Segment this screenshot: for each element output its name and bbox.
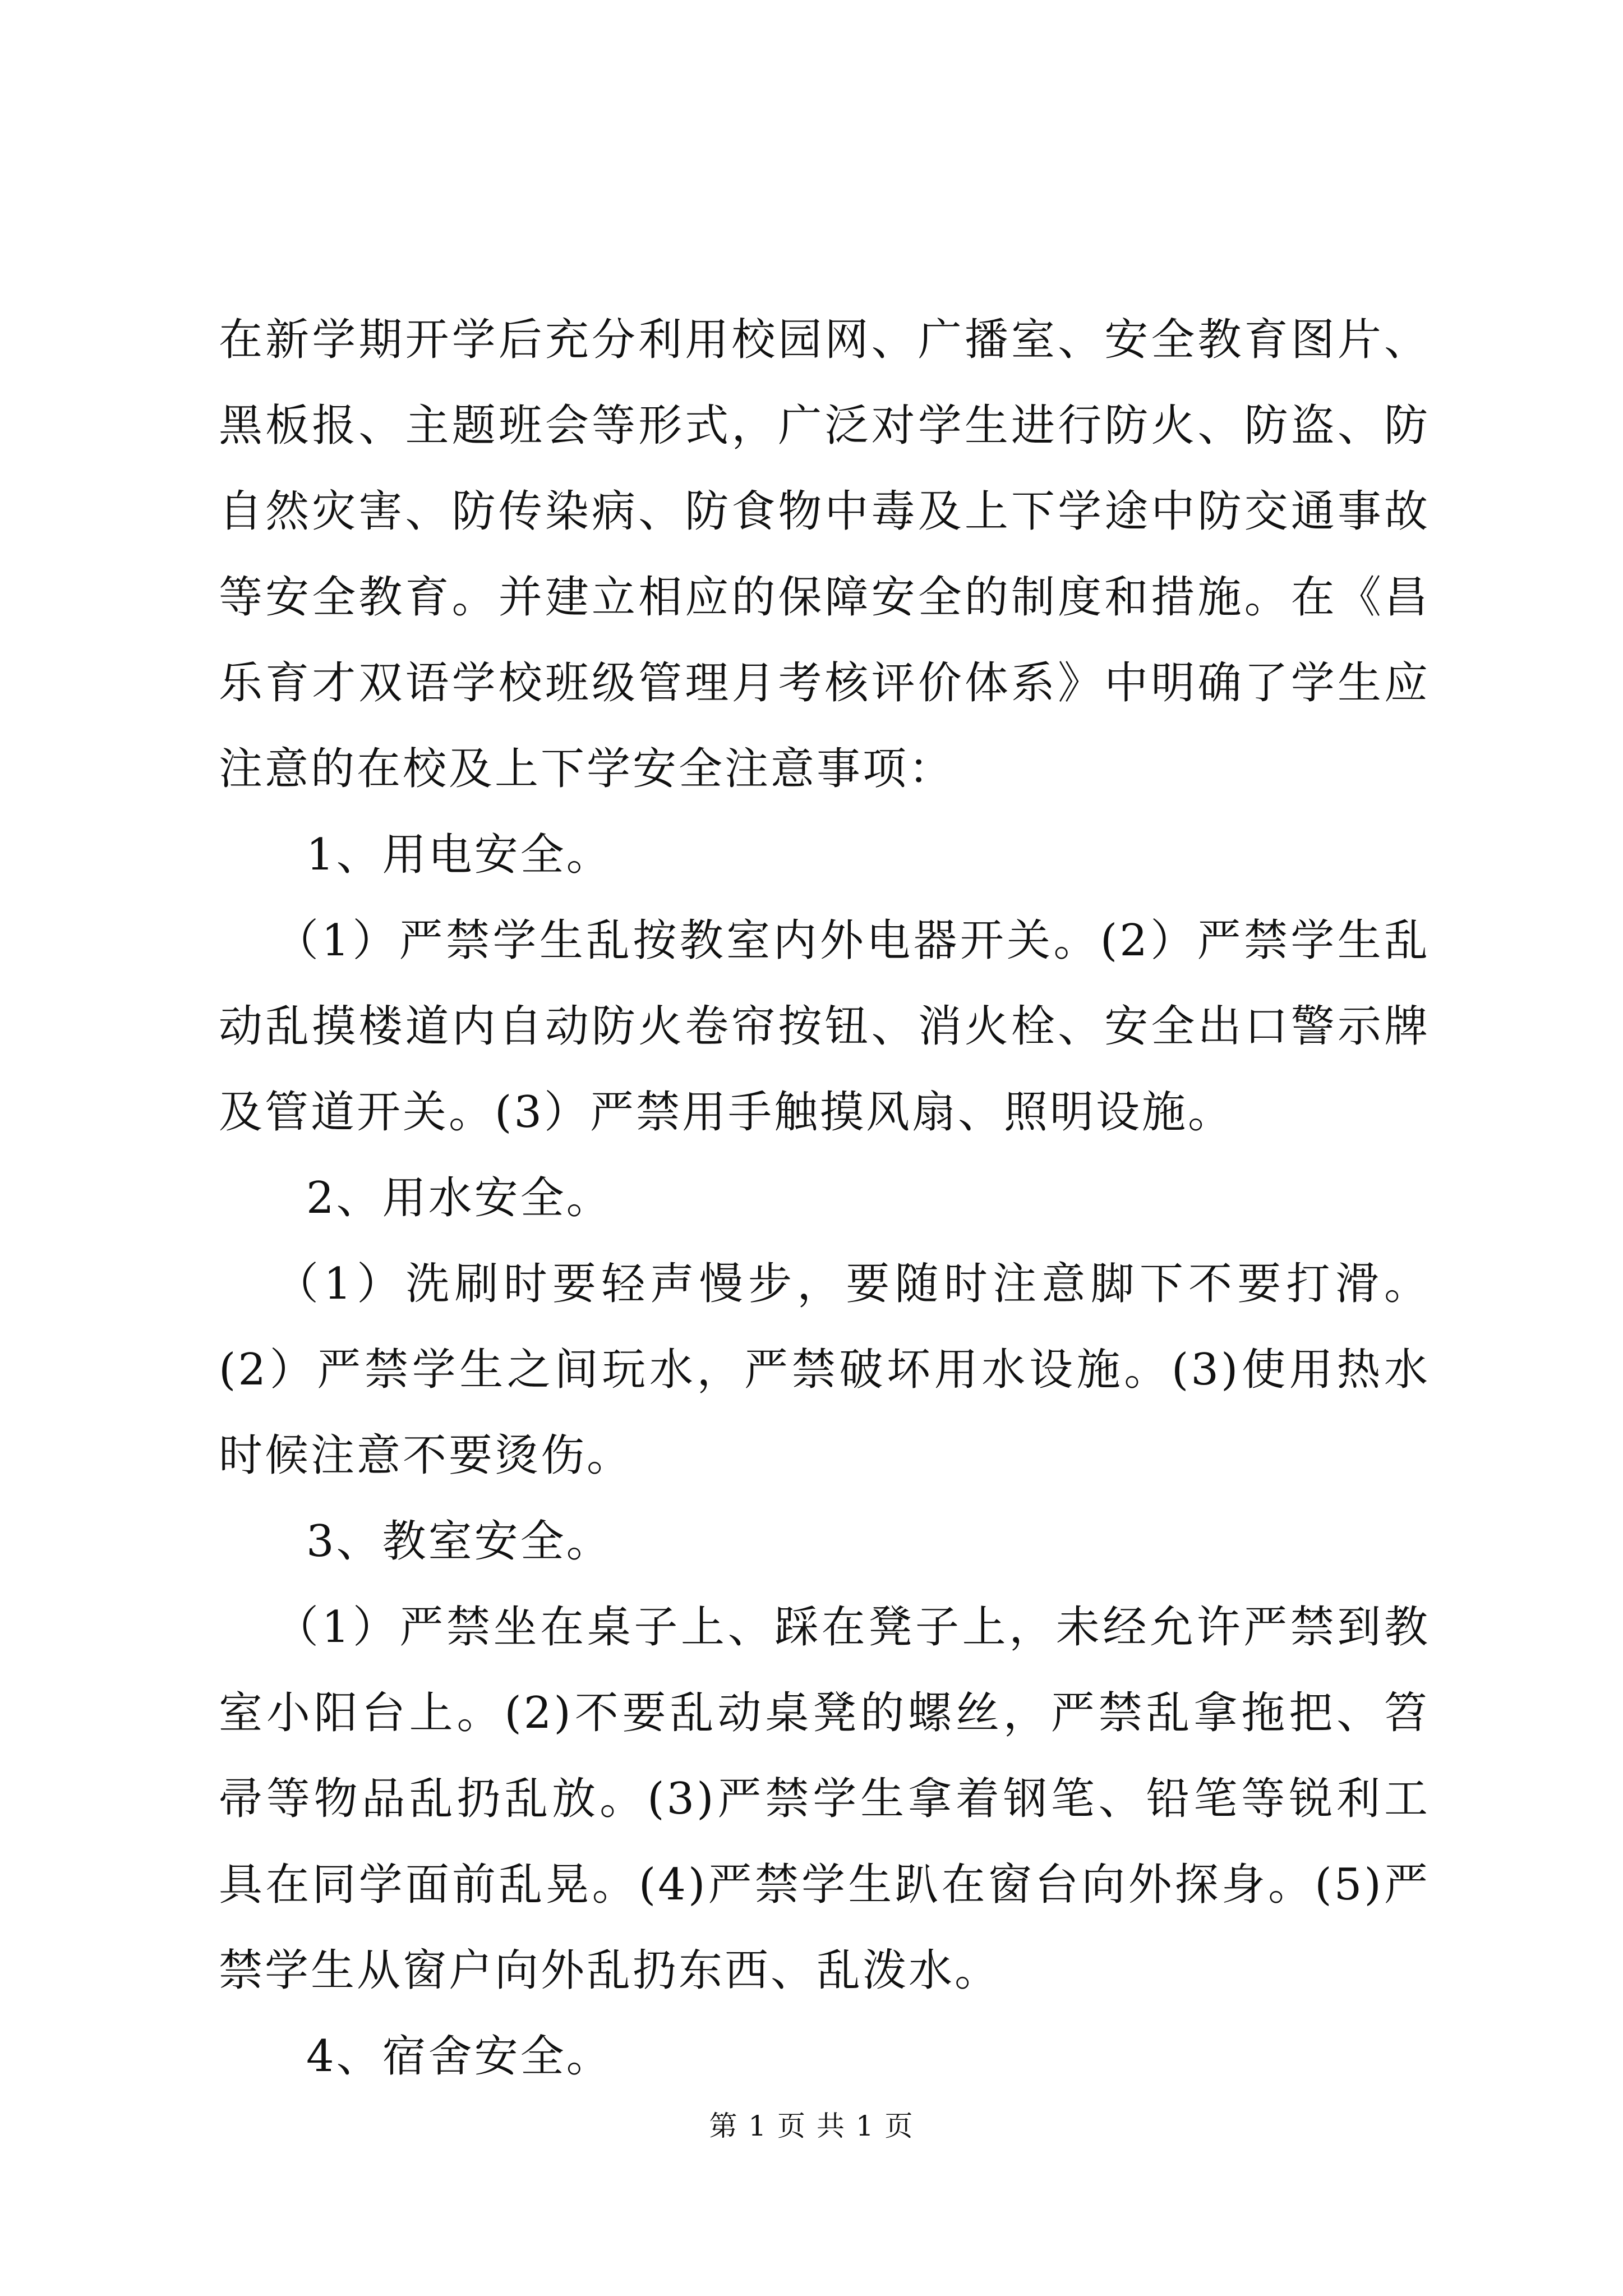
- electricity-rules-paragraph: （1）严禁学生乱按教室内外电器开关。(2）严禁学生乱动乱摸楼道内自动防火卷帘按钮、消火栓、安全出口警示牌及管道开关。(3）严禁用手触摸风扇、照明设施。: [219, 915, 1430, 1138]
- section-heading-dormitory: 4、宿舍安全。: [306, 2031, 612, 2082]
- water-rules-paragraph: （1）洗刷时要轻声慢步，要随时注意脚下不要打滑。(2）严禁学生之间玩水，严禁破坏用水设施。(3)使用热水时候注意不要烫伤。: [219, 1259, 1430, 1481]
- section-heading-classroom: 3、教室安全。: [306, 1516, 612, 1567]
- classroom-rules-paragraph: （1）严禁坐在桌子上、踩在凳子上，未经允许严禁到教室小阳台上。(2)不要乱动桌凳的螺丝，严禁乱拿拖把、笤帚等物品乱扔乱放。(3)严禁学生拿着钢笔、铅笔等锐利工具在同学面前乱晃。(4)严禁学生趴在窗台向外探身。(5)严禁学生从窗户向外乱扔东西、乱泼水。: [219, 1602, 1430, 1996]
- section-heading-electricity: 1、用电安全。: [306, 830, 612, 880]
- intro-paragraph: 在新学期开学后充分利用校园网、广播室、安全教育图片、黑板报、主题班会等形式，广泛对学生进行防火、防盗、防自然灾害、防传染病、防食物中毒及上下学途中防交通事故等安全教育。并建立相应的保障安全的制度和措施。在《昌乐育才双语学校班级管理月考核评价体系》中明确了学生应注意的在校及上下学安全注意事项：: [219, 315, 1430, 794]
- document-body: [219, 297, 1430, 2100]
- section-heading-water: 2、用水安全。: [306, 1173, 612, 1223]
- page-footer: 第 1 页 共 1 页: [709, 2110, 914, 2142]
